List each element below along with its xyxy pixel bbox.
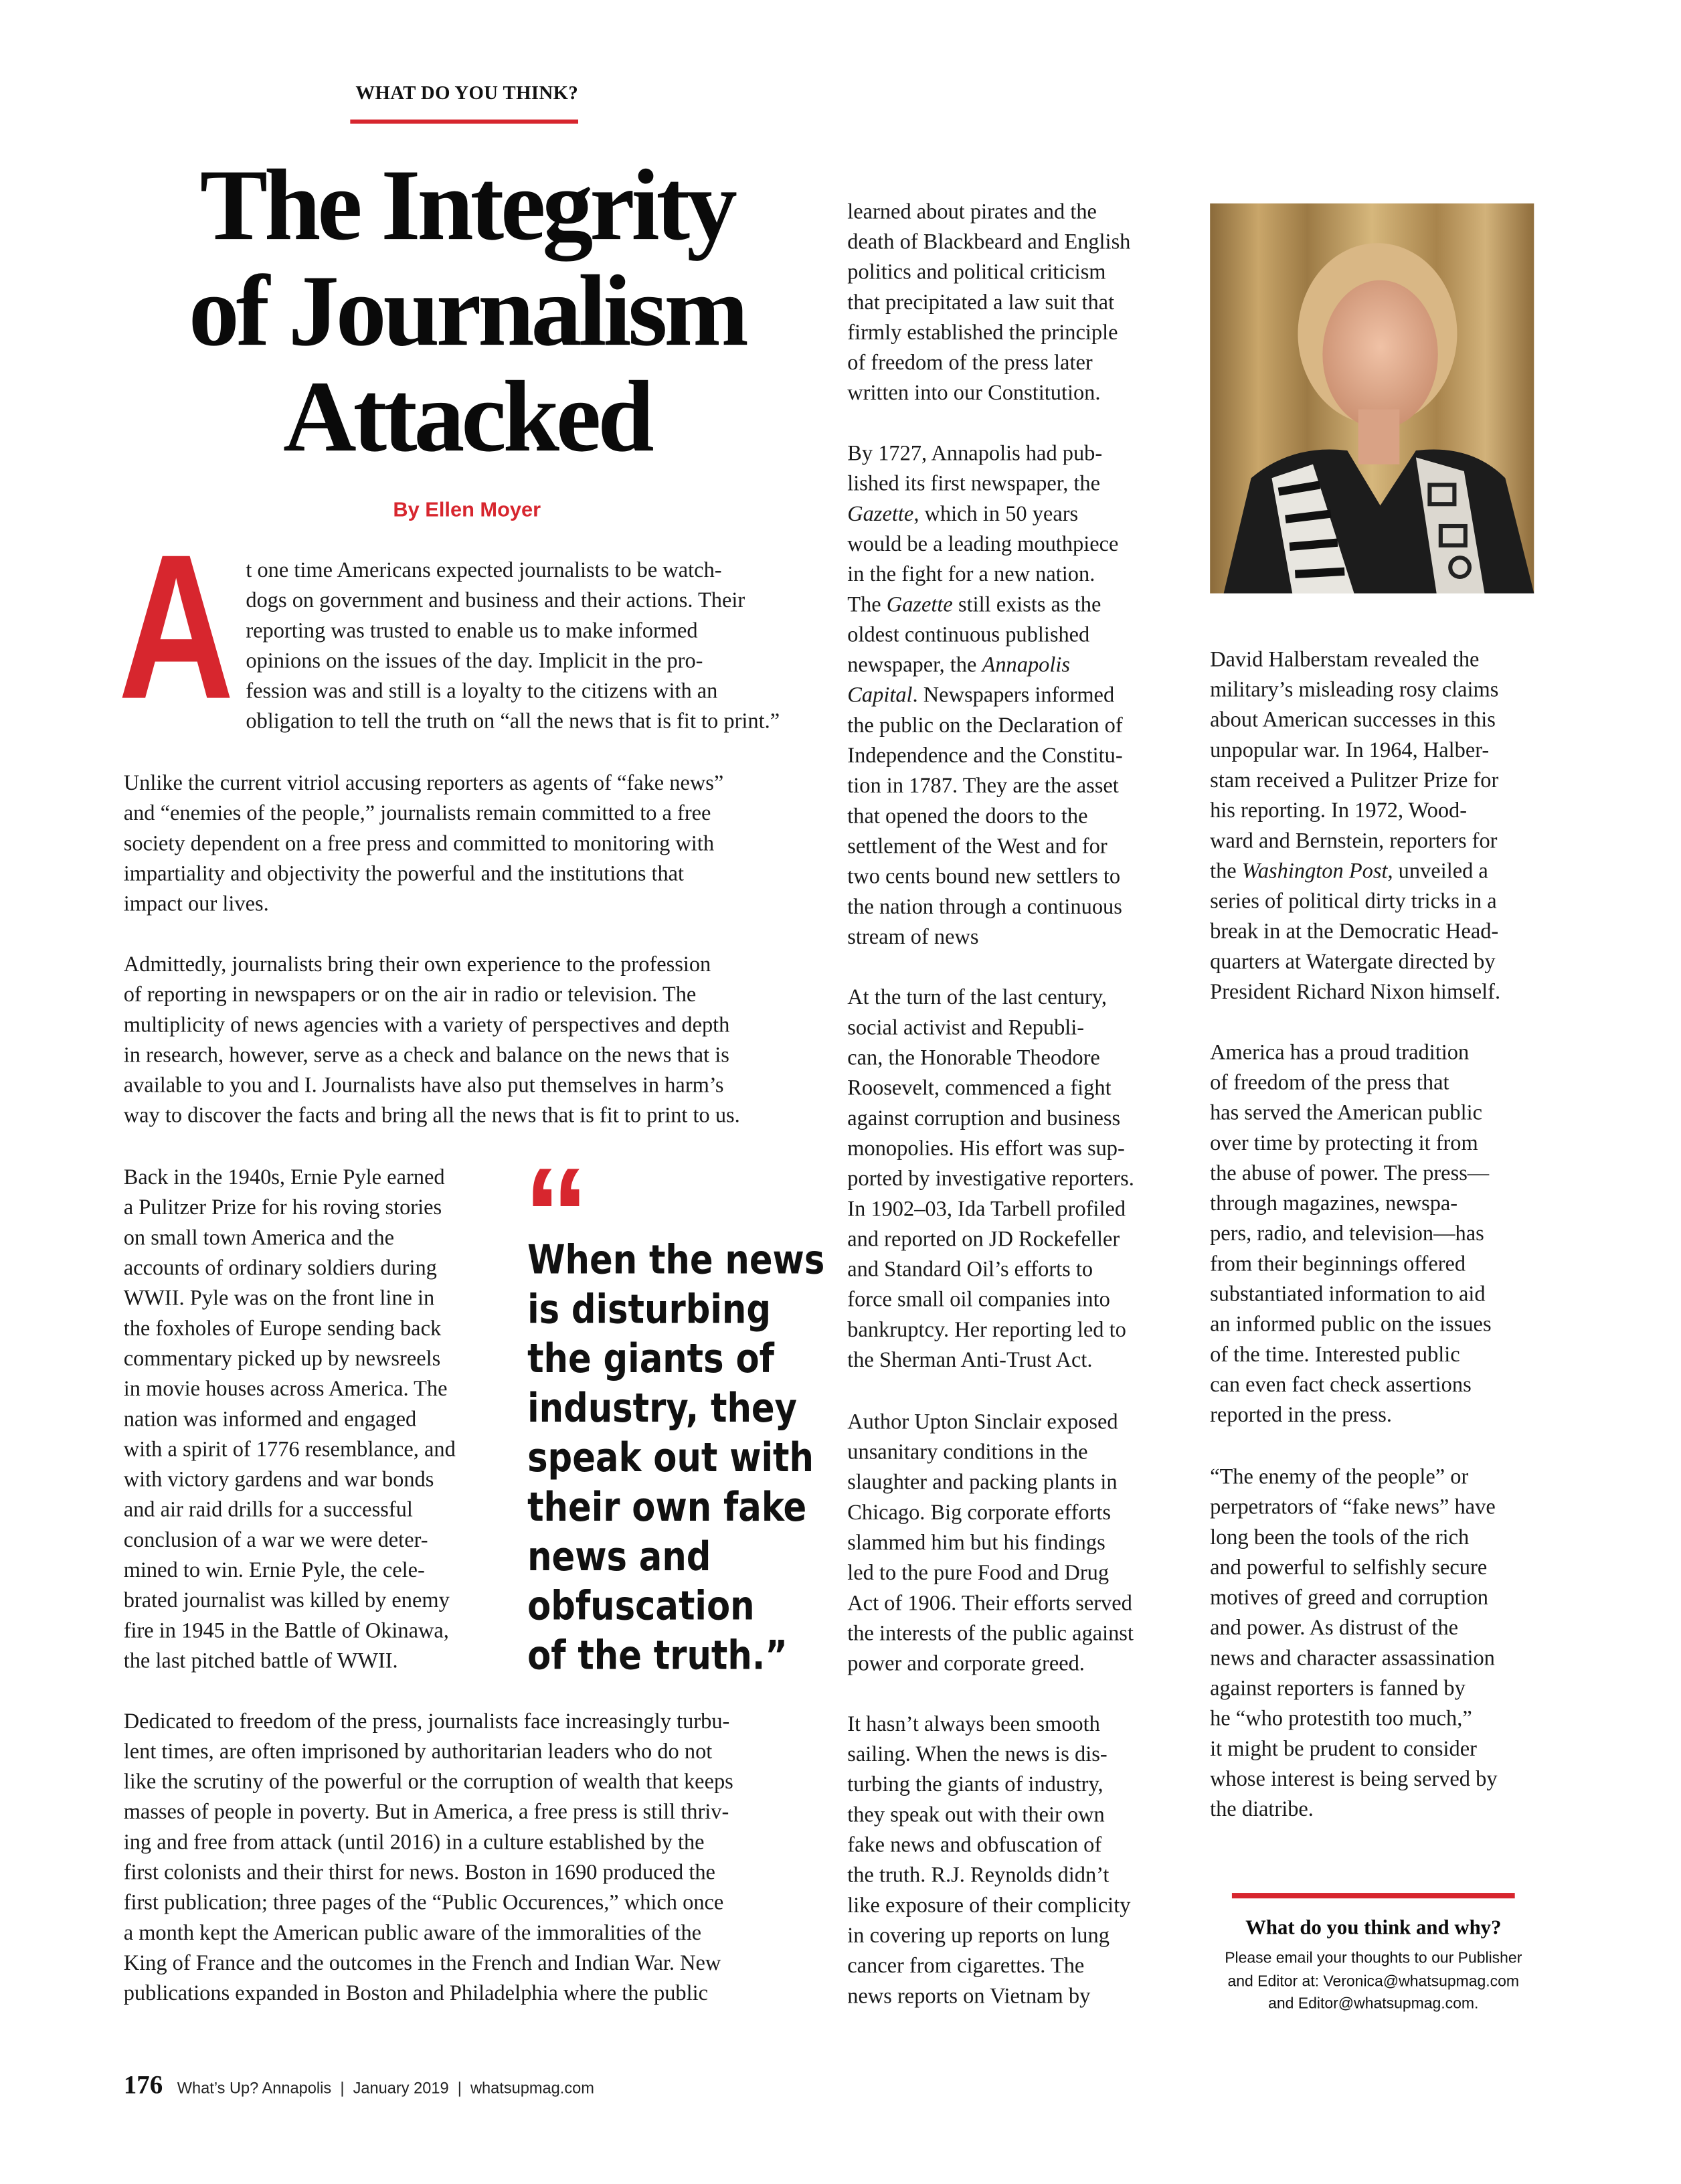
text-line: lent times, are often imprisoned by authoritarian leaders who do not [123,1740,713,1764]
text-line: fake news and obfuscation of [847,1833,1102,1857]
text-line: t one time Americans expected journalists to be watch- [246,559,722,583]
body-paragraph [1210,1463,1497,1826]
text-line: it might be prudent to consider [1210,1738,1477,1762]
text-line: commentary picked up by newsreels [123,1347,441,1371]
text-line: and Standard Oil’s efforts to [847,1258,1093,1282]
text-line: politics and political criticism [847,260,1106,284]
cta-divider [1232,1893,1515,1898]
body-paragraph [124,1163,456,1677]
text-line: military’s misleading rosy claims [1210,678,1499,702]
text-line: that precipitated a law suit that [847,291,1115,315]
body-paragraph [124,769,724,920]
text-line: in research, however, serve as a check and balance on the news that is [123,1043,729,1068]
text-line: monopolies. His effort was sup- [847,1137,1125,1161]
text-line: America has a proud tradition [1210,1041,1470,1065]
section-kicker: WHAT DO YOU THINK? [355,84,579,104]
text-line: stream of news [847,926,979,950]
text-line: slammed him but his findings [847,1531,1105,1556]
text-line: motives of greed and corruption [1210,1586,1489,1610]
text-line: Back in the 1940s, Ernie Pyle earned [123,1166,445,1190]
title-line: of Journalism [188,255,745,369]
text-line: of the time. Interested public [1210,1343,1460,1367]
text-line: written into our Constitution. [847,382,1101,406]
text-line: news reports on Vietnam by [847,1985,1091,2009]
text-line: David Halberstam revealed the [1210,648,1480,672]
text-line: can, the Honorable Theodore [847,1046,1100,1070]
body-paragraph [1210,646,1500,1009]
text-line: and power. As distrust of the [1210,1616,1459,1641]
text-line: Chicago. Big corporate efforts [847,1501,1112,1525]
text-line: Unlike the current vitriol accusing reporters as agents of “fake news” [123,772,724,796]
text-line: he “who protestith too much,” [1210,1707,1472,1731]
text-line: news and character assassination [1210,1647,1495,1671]
text-line: through magazines, newspa- [1210,1192,1458,1216]
text-line: “The enemy of the people” or [1210,1465,1469,1489]
text-line: with victory gardens and war bonds [123,1468,434,1492]
text-line: and powerful to selfishly secure [1210,1556,1488,1580]
kicker-divider [350,120,578,124]
text-line: the nation through a continuous [847,896,1122,919]
text-line: accounts of ordinary soldiers during [123,1256,437,1280]
text-line: nation was informed and engaged [123,1408,417,1432]
author-photo [1210,203,1534,594]
drop-cap: A [118,511,234,742]
body-paragraph [847,198,1130,410]
text-line: fession was and still is a loyalty to the citizens with an [246,679,718,703]
text-line: obfuscation [527,1582,755,1630]
body-paragraph [1210,1039,1491,1432]
text-line: against reporters is fanned by [1210,1677,1466,1701]
text-line: in the fight for a new nation. [847,563,1095,587]
text-line: mined to win. Ernie Pyle, the cele- [123,1559,425,1583]
text-line: they speak out with their own [847,1803,1105,1827]
cta-line: Please email your thoughts to our Publisher [1225,1950,1522,1967]
text-line: society dependent on a free press and committed to monitoring with [123,832,715,856]
text-line: about American successes in this [1210,708,1496,732]
text-line: can even fact check assertions [1210,1373,1472,1398]
text-line: lished its first newspaper, the [847,472,1101,496]
text-line: turbing the giants of industry, [847,1773,1103,1797]
text-line: of freedom of the press later [847,351,1093,375]
text-line: firmly established the principle [847,321,1118,345]
body-paragraph [124,950,740,1132]
text-line: slaughter and packing plants in [847,1471,1118,1495]
text-line: ward and Bernstein, reporters for [1210,829,1498,853]
text-line: the public on the Declaration of [847,714,1123,738]
text-line: speak out with [527,1434,814,1481]
text-line: impact our lives. [123,892,269,916]
text-line: like the scrutiny of the powerful or the corruption of wealth that keeps [123,1770,733,1794]
text-line: the diatribe. [1210,1798,1314,1822]
text-line: dogs on government and business and their actions. Their [246,589,745,613]
text-line: quarters at Watergate directed by [1210,950,1496,975]
text-line: first colonists and their thirst for news. Boston in 1690 produced the [123,1861,715,1885]
text-line: tion in 1787. They are the asset [847,774,1119,799]
text-line: In 1902–03, Ida Tarbell profiled [847,1197,1126,1222]
text-line: obligation to tell the truth on “all the news that is fit to print.” [246,710,780,734]
text-line: ing and free from attack (until 2016) in a culture established by the [123,1831,705,1855]
text-line: bankruptcy. Her reporting led to [847,1319,1126,1343]
text-line: cancer from cigarettes. The [847,1954,1085,1979]
body-paragraph [847,1710,1130,2013]
text-line: on small town America and the [123,1226,394,1250]
text-line: of reporting in newspapers or on the air in radio or television. The [123,983,697,1007]
text-line: reporting was trusted to enable us to make informed [246,619,698,643]
text-line: settlement of the West and for [847,835,1108,859]
text-line: a month kept the American public aware of the immoralities of the [123,1922,702,1946]
text-line: the interests of the public against [847,1622,1134,1646]
text-line: Dedicated to freedom of the press, journalists face increasingly turbu- [123,1710,730,1734]
text-line: led to the pure Food and Drug [847,1562,1110,1586]
text-line: power and corporate greed. [847,1652,1085,1676]
text-line: death of Blackbeard and English [847,230,1131,254]
text-line: learned about pirates and the [847,200,1097,224]
text-line: the last pitched battle of WWII. [123,1649,398,1673]
text-line: oldest continuous published [847,623,1090,647]
text-line: King of France and the outcomes in the French and Indian War. New [123,1952,721,1976]
intro-paragraph [246,556,780,738]
text-line: of freedom of the press that [1210,1071,1449,1095]
text-line: ported by investigative reporters. [847,1167,1134,1191]
title-line: Attacked [283,361,651,475]
text-line: impartiality and objectivity the powerful and the institutions that [123,862,685,886]
text-line: President Richard Nixon himself. [1210,981,1501,1005]
text-line: the Washington Post, unveiled a [1210,859,1488,884]
text-line: series of political dirty tricks in a [1210,890,1497,914]
pull-quote [527,1235,824,1680]
text-line: Gazette, which in 50 years [847,503,1079,527]
text-line: Admittedly, journalists bring their own experience to the profession [123,953,711,977]
text-line: Capital. Newspapers informed [847,684,1115,707]
text-line: the abuse of power. The press— [1210,1162,1490,1186]
text-line: the Sherman Anti-Trust Act. [847,1349,1093,1373]
text-line: social activist and Republi- [847,1016,1085,1040]
text-line: Independence and the Constitu- [847,744,1123,768]
text-line: publications expanded in Boston and Philadelphia where the public [123,1982,709,2006]
text-line: unpopular war. In 1964, Halber- [1210,739,1490,763]
text-line: When the news [527,1236,825,1283]
text-line: available to you and I. Journalists have also put themselves in harm’s [123,1074,724,1098]
text-line: first publication; three pages of the “Public Occurences,” which once [123,1892,724,1915]
text-line: the giants of [527,1335,774,1382]
text-line: the truth. R.J. Reynolds didn’t [847,1863,1110,1887]
text-line: brated journalist was killed by enemy [123,1589,450,1613]
title-line: The Integrity [199,149,734,262]
text-line: At the turn of the last century, [847,986,1108,1010]
text-line: against corruption and business [847,1107,1121,1131]
text-line: has served the American public [1210,1101,1483,1125]
text-line: two cents bound new settlers to [847,865,1121,889]
text-line: stam received a Pulitzer Prize for [1210,769,1499,793]
text-line: way to discover the facts and bring all the news that is fit to print to us. [123,1104,740,1128]
text-line: in movie houses across America. The [123,1377,448,1402]
body-paragraph [847,983,1134,1376]
text-line: pers, radio, and television—has [1210,1222,1484,1246]
text-line: unsanitary conditions in the [847,1440,1088,1464]
body-paragraph [847,1408,1134,1680]
text-line: Roosevelt, commenced a fight [847,1077,1112,1100]
text-line: an informed public on the issues [1210,1313,1492,1337]
text-line: Act of 1906. Their efforts served [847,1592,1132,1616]
byline: By Ellen Moyer [393,498,541,522]
text-line: that opened the doors to the [847,805,1088,829]
text-line: newspaper, the Annapolis [847,653,1071,677]
text-line: in covering up reports on lung [847,1924,1110,1948]
text-line: Author Upton Sinclair exposed [847,1410,1118,1434]
text-line: would be a leading mouthpiece [847,533,1119,557]
article-title [82,149,851,475]
text-line: sailing. When the news is dis- [847,1743,1108,1767]
text-line: reported in the press. [1210,1404,1392,1428]
page-number: 176 [123,2071,163,2100]
text-line: like exposure of their complicity [847,1894,1131,1918]
text-line: is disturbing [527,1285,771,1333]
text-line: and air raid drills for a successful [123,1499,413,1522]
text-line: perpetrators of “fake news” have [1210,1495,1496,1519]
body-paragraph [847,440,1122,954]
text-line: force small oil companies into [847,1288,1110,1312]
text-line: industry, they [527,1384,797,1432]
text-line: a Pulitzer Prize for his roving stories [123,1196,442,1220]
text-line: and “enemies of the people,” journalists remain committed to a free [123,802,711,826]
text-line: multiplicity of news agencies with a variety of perspectives and depth [123,1013,730,1037]
cta-heading: What do you think and why? [1245,1918,1502,1940]
text-line: of the truth.” [527,1632,788,1679]
cta-line: and Editor@whatsupmag.com. [1268,1995,1479,2013]
text-line: WWII. Pyle was on the front line in [123,1287,435,1311]
text-line: long been the tools of the rich [1210,1526,1470,1549]
cta-line: and Editor at: Veronica@whatsupmag.com [1227,1973,1520,1990]
text-line: conclusion of a war we were deter- [123,1529,428,1553]
text-line: The Gazette still exists as the [847,593,1101,617]
text-line: whose interest is being served by [1210,1768,1498,1792]
text-line: from their beginnings offered [1210,1252,1466,1276]
text-line: substantiated information to aid [1210,1282,1486,1307]
quote-mark-icon: “ [523,1141,582,1289]
text-line: his reporting. In 1972, Wood- [1210,799,1468,823]
text-line: break in at the Democratic Head- [1210,920,1499,944]
text-line: opinions on the issues of the day. Implicit in the pro- [246,649,703,673]
text-line: It hasn’t always been smooth [847,1713,1100,1737]
footer-text: What’s Up? Annapolis | January 2019 | whatsupmag.com [177,2081,594,2098]
text-line: By 1727, Annapolis had pub- [847,442,1103,466]
text-line: the foxholes of Europe sending back [123,1317,442,1341]
text-line: fire in 1945 in the Battle of Okinawa, [123,1619,449,1643]
text-line: over time by protecting it from [1210,1132,1478,1155]
text-line: news and [527,1533,711,1580]
text-line: with a spirit of 1776 resemblance, and [123,1438,456,1462]
text-line: masses of people in poverty. But in America, a free press is still thriv- [123,1800,729,1825]
body-paragraph [124,1707,733,2010]
text-line: their own fake [527,1483,807,1531]
text-line: and reported on JD Rockefeller [847,1228,1120,1252]
cta-text [1181,1948,1566,2016]
